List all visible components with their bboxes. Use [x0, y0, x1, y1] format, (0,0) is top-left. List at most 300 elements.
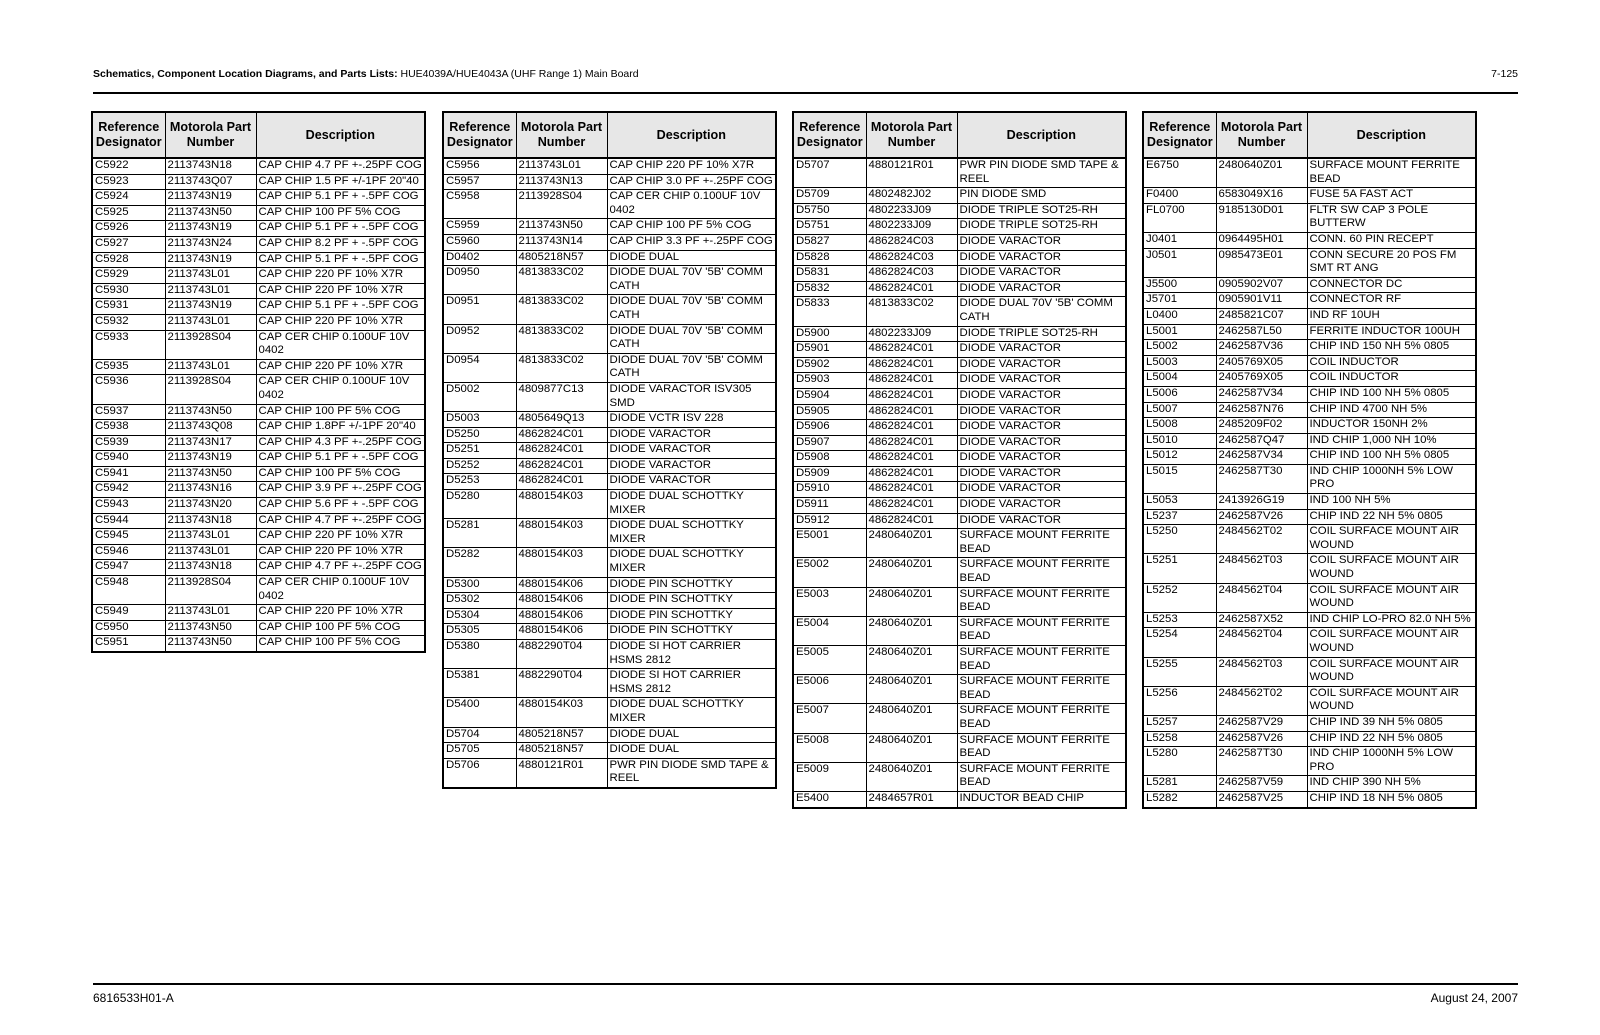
table-row — [92, 268, 425, 284]
table-row — [92, 283, 425, 299]
table-row — [1143, 449, 1476, 465]
reference-designator-cell: J5701 — [1143, 293, 1216, 309]
description-cell: DIODE VARACTOR — [957, 373, 1126, 389]
reference-designator-cell: C5935 — [92, 359, 165, 375]
col-header-part-number: Motorola Part Number — [1216, 112, 1307, 158]
description-cell: IND RF 10UH — [1307, 308, 1476, 324]
description-cell: CAP CHIP 3.0 PF +-.25PF COG — [607, 174, 776, 190]
table-row — [1143, 433, 1476, 449]
part-number-cell: 4880154K03 — [516, 698, 607, 727]
part-number-cell: 4862824C01 — [866, 281, 957, 297]
part-number-cell: 2113743N50 — [165, 404, 256, 420]
part-number-cell: 4862824C01 — [866, 435, 957, 451]
table-row — [92, 513, 425, 529]
table-header-row — [793, 112, 1126, 158]
part-number-cell: 2484562T02 — [1216, 686, 1307, 715]
reference-designator-cell: D0950 — [443, 266, 516, 295]
col-header-part-number: Motorola Part Number — [165, 112, 256, 158]
table-row — [1143, 494, 1476, 510]
part-number-cell: 2113743N14 — [516, 234, 607, 250]
part-number-cell: 2462587N76 — [1216, 402, 1307, 418]
table-row — [793, 513, 1126, 529]
table-row — [443, 743, 776, 759]
reference-designator-cell: D5253 — [443, 474, 516, 490]
reference-designator-cell: D5300 — [443, 577, 516, 593]
part-number-cell: 4880154K06 — [516, 624, 607, 640]
description-cell: COIL INDUCTOR — [1307, 355, 1476, 371]
table-row — [793, 616, 1126, 645]
reference-designator-cell: D5832 — [793, 281, 866, 297]
part-number-cell: 2113743N50 — [516, 219, 607, 235]
table-row — [443, 474, 776, 490]
table-row — [92, 158, 425, 174]
table-row — [92, 252, 425, 268]
table-row — [92, 498, 425, 514]
table-row — [92, 330, 425, 359]
reference-designator-cell: C5957 — [443, 174, 516, 190]
part-number-cell: 2113928S04 — [165, 375, 256, 404]
description-cell: CAP CHIP 220 PF 10% X7R — [256, 544, 425, 560]
description-cell: FUSE 5A FAST ACT — [1307, 188, 1476, 204]
part-number-cell: 4809877C13 — [516, 382, 607, 411]
reference-designator-cell: D0952 — [443, 324, 516, 353]
part-number-cell: 2480640Z01 — [866, 558, 957, 587]
part-number-cell: 4862824C01 — [516, 474, 607, 490]
part-number-cell: 2113743N18 — [165, 158, 256, 174]
reference-designator-cell: C5960 — [443, 234, 516, 250]
part-number-cell: 2113743L01 — [165, 283, 256, 299]
description-cell: CAP CHIP 4.7 PF +-.25PF COG — [256, 158, 425, 174]
description-cell: SURFACE MOUNT FERRITE BEAD — [1307, 158, 1476, 188]
table-row — [443, 490, 776, 519]
reference-designator-cell: L5250 — [1143, 525, 1216, 554]
part-number-cell: 2413926G19 — [1216, 494, 1307, 510]
part-number-cell: 4862824C01 — [866, 404, 957, 420]
description-cell: CHIP IND 18 NH 5% 0805 — [1307, 791, 1476, 807]
description-cell: CAP CHIP 100 PF 5% COG — [256, 205, 425, 221]
col-header-reference-designator: Reference Designator — [443, 112, 516, 158]
part-number-cell: 2113743L01 — [165, 359, 256, 375]
description-cell: CAP CHIP 100 PF 5% COG — [607, 219, 776, 235]
reference-designator-cell: C5939 — [92, 435, 165, 451]
page-header — [93, 68, 1518, 80]
reference-designator-cell: D5901 — [793, 342, 866, 358]
reference-designator-cell: C5932 — [92, 314, 165, 330]
part-number-cell: 2113743N20 — [165, 498, 256, 514]
description-cell: CAP CER CHIP 0.100UF 10V 0402 — [256, 330, 425, 359]
reference-designator-cell: D5900 — [793, 326, 866, 342]
description-cell: CAP CHIP 4.3 PF +-.25PF COG — [256, 435, 425, 451]
part-number-cell: 4805218N57 — [516, 727, 607, 743]
description-cell: DIODE VARACTOR — [607, 443, 776, 459]
table-row — [92, 420, 425, 436]
part-number-cell: 4862824C01 — [866, 498, 957, 514]
description-cell: CAP CHIP 220 PF 10% X7R — [256, 314, 425, 330]
part-number-cell: 2113743L01 — [516, 158, 607, 174]
description-cell: IND CHIP LO-PRO 82.0 NH 5% — [1307, 612, 1476, 628]
description-cell: COIL INDUCTOR — [1307, 371, 1476, 387]
reference-designator-cell: L5004 — [1143, 371, 1216, 387]
col-header-description: Description — [256, 112, 425, 158]
reference-designator-cell: D5911 — [793, 498, 866, 514]
description-cell: COIL SURFACE MOUNT AIR WOUND — [1307, 554, 1476, 583]
table-row — [443, 640, 776, 669]
description-cell: COIL SURFACE MOUNT AIR WOUND — [1307, 525, 1476, 554]
table-row — [1143, 525, 1476, 554]
table-row — [1143, 203, 1476, 232]
part-number-cell: 2113743N50 — [165, 620, 256, 636]
table-row — [1143, 686, 1476, 715]
part-number-cell: 2113743N19 — [165, 190, 256, 206]
table-row — [1143, 612, 1476, 628]
reference-designator-cell: J0501 — [1143, 248, 1216, 277]
table-row — [443, 624, 776, 640]
description-cell: DIODE DUAL — [607, 743, 776, 759]
part-number-cell: 2113743N18 — [165, 513, 256, 529]
part-number-cell: 4805218N57 — [516, 250, 607, 266]
reference-designator-cell: E5005 — [793, 646, 866, 675]
reference-designator-cell: C5959 — [443, 219, 516, 235]
table-row — [1143, 628, 1476, 657]
table-row — [1143, 791, 1476, 807]
description-cell: DIODE PIN SCHOTTKY — [607, 624, 776, 640]
table-row — [793, 451, 1126, 467]
part-number-cell: 2113743L01 — [165, 529, 256, 545]
reference-designator-cell: E5004 — [793, 616, 866, 645]
table-row — [1143, 464, 1476, 493]
part-number-cell: 2480640Z01 — [866, 733, 957, 762]
table-row — [443, 669, 776, 698]
part-number-cell: 2480640Z01 — [866, 704, 957, 733]
part-number-cell: 4813833C02 — [516, 324, 607, 353]
reference-designator-cell: L5237 — [1143, 509, 1216, 525]
reference-designator-cell: L5008 — [1143, 418, 1216, 434]
parts-table-4 — [1142, 111, 1477, 809]
part-number-cell: 4862824C01 — [516, 443, 607, 459]
table-row — [443, 219, 776, 235]
table-row — [443, 698, 776, 727]
reference-designator-cell: D5002 — [443, 382, 516, 411]
table-row — [1143, 188, 1476, 204]
table-row — [793, 158, 1126, 188]
table-row — [92, 529, 425, 545]
reference-designator-cell: L5015 — [1143, 464, 1216, 493]
doc-number: 6816533H01-A — [93, 991, 174, 1005]
parts-table-2 — [442, 111, 777, 789]
part-number-cell: 4802233J09 — [866, 219, 957, 235]
reference-designator-cell: D5706 — [443, 758, 516, 788]
part-number-cell: 2462587V26 — [1216, 731, 1307, 747]
part-number-cell: 2113928S04 — [516, 190, 607, 219]
table-row — [1143, 657, 1476, 686]
table-row — [92, 620, 425, 636]
table-row — [92, 375, 425, 404]
description-cell: CAP CHIP 5.1 PF + -.5PF COG — [256, 190, 425, 206]
header-rule — [93, 92, 1518, 94]
reference-designator-cell: C5941 — [92, 466, 165, 482]
table-row — [443, 427, 776, 443]
table-row — [1143, 158, 1476, 188]
part-number-cell: 2462587V29 — [1216, 715, 1307, 731]
reference-designator-cell: D5304 — [443, 608, 516, 624]
description-cell: DIODE DUAL 70V '5B' COMM CATH — [607, 324, 776, 353]
table-row — [1143, 277, 1476, 293]
part-number-cell: 2480640Z01 — [866, 587, 957, 616]
col-header-reference-designator: Reference Designator — [1143, 112, 1216, 158]
reference-designator-cell: D5305 — [443, 624, 516, 640]
description-cell: DIODE PIN SCHOTTKY — [607, 593, 776, 609]
table-row — [793, 250, 1126, 266]
table-row — [1143, 324, 1476, 340]
reference-designator-cell: L5007 — [1143, 402, 1216, 418]
description-cell: CAP CHIP 3.9 PF +-.25PF COG — [256, 482, 425, 498]
table-row — [92, 466, 425, 482]
reference-designator-cell: D0402 — [443, 250, 516, 266]
description-cell: CAP CHIP 1.5 PF +/-1PF 20"40 — [256, 174, 425, 190]
table-row — [1143, 554, 1476, 583]
description-cell: DIODE VARACTOR — [957, 482, 1126, 498]
table-row — [793, 326, 1126, 342]
reference-designator-cell: E6750 — [1143, 158, 1216, 188]
reference-designator-cell: FL0700 — [1143, 203, 1216, 232]
reference-designator-cell: C5926 — [92, 221, 165, 237]
table-row — [92, 236, 425, 252]
table-header-row — [1143, 112, 1476, 158]
table-row — [443, 608, 776, 624]
part-number-cell: 4862824C01 — [866, 373, 957, 389]
table-row — [443, 412, 776, 428]
table-row — [793, 297, 1126, 326]
reference-designator-cell: D5003 — [443, 412, 516, 428]
description-cell: SURFACE MOUNT FERRITE BEAD — [957, 616, 1126, 645]
reference-designator-cell: D5705 — [443, 743, 516, 759]
reference-designator-cell: J5500 — [1143, 277, 1216, 293]
reference-designator-cell: D5833 — [793, 297, 866, 326]
part-number-cell: 4805218N57 — [516, 743, 607, 759]
reference-designator-cell: L5282 — [1143, 791, 1216, 807]
part-number-cell: 4802482J02 — [866, 188, 957, 204]
table-row — [1143, 509, 1476, 525]
part-number-cell: 4862824C01 — [866, 513, 957, 529]
description-cell: CHIP IND 100 NH 5% 0805 — [1307, 449, 1476, 465]
table-row — [92, 205, 425, 221]
part-number-cell: 2462587T30 — [1216, 747, 1307, 776]
description-cell: CAP CHIP 5.6 PF + -.5PF COG — [256, 498, 425, 514]
description-cell: CHIP IND 4700 NH 5% — [1307, 402, 1476, 418]
description-cell: IND CHIP 1,000 NH 10% — [1307, 433, 1476, 449]
description-cell: COIL SURFACE MOUNT AIR WOUND — [1307, 686, 1476, 715]
part-number-cell: 2113743N18 — [165, 560, 256, 576]
part-number-cell: 4880154K03 — [516, 548, 607, 577]
table-row — [443, 758, 776, 788]
description-cell: DIODE VARACTOR — [957, 388, 1126, 404]
reference-designator-cell: L5255 — [1143, 657, 1216, 686]
table-row — [793, 435, 1126, 451]
page-number: 7-125 — [1491, 68, 1518, 80]
description-cell: DIODE DUAL 70V '5B' COMM CATH — [957, 297, 1126, 326]
description-cell: DIODE VARACTOR — [607, 458, 776, 474]
part-number-cell: 4802233J09 — [866, 203, 957, 219]
table-row — [793, 675, 1126, 704]
description-cell: DIODE VARACTOR — [957, 451, 1126, 467]
reference-designator-cell: C5928 — [92, 252, 165, 268]
part-number-cell: 4862824C01 — [866, 388, 957, 404]
description-cell: CAP CHIP 220 PF 10% X7R — [607, 158, 776, 174]
part-number-cell: 2113743N16 — [165, 482, 256, 498]
part-number-cell: 2113743L01 — [165, 605, 256, 621]
description-cell: CAP CER CHIP 0.100UF 10V 0402 — [256, 576, 425, 605]
reference-designator-cell: E5001 — [793, 529, 866, 558]
description-cell: SURFACE MOUNT FERRITE BEAD — [957, 646, 1126, 675]
description-cell: CHIP IND 150 NH 5% 0805 — [1307, 340, 1476, 356]
part-number-cell: 2462587V34 — [1216, 449, 1307, 465]
description-cell: CAP CHIP 220 PF 10% X7R — [256, 605, 425, 621]
part-number-cell: 0905902V07 — [1216, 277, 1307, 293]
part-number-cell: 2113743L01 — [165, 268, 256, 284]
reference-designator-cell: E5400 — [793, 791, 866, 807]
reference-designator-cell: L5006 — [1143, 386, 1216, 402]
part-number-cell: 2113743N19 — [165, 299, 256, 315]
table-row — [793, 466, 1126, 482]
description-cell: CONNECTOR DC — [1307, 277, 1476, 293]
description-cell: CAP CHIP 100 PF 5% COG — [256, 620, 425, 636]
table-row — [92, 435, 425, 451]
description-cell: DIODE VARACTOR — [957, 281, 1126, 297]
part-number-cell: 4862824C01 — [866, 466, 957, 482]
description-cell: FLTR SW CAP 3 POLE BUTTERW — [1307, 203, 1476, 232]
table-row — [1143, 715, 1476, 731]
part-number-cell: 2113743N50 — [165, 466, 256, 482]
table-row — [793, 188, 1126, 204]
table-row — [443, 234, 776, 250]
table-row — [443, 353, 776, 382]
description-cell: PIN DIODE SMD — [957, 188, 1126, 204]
reference-designator-cell: D5831 — [793, 266, 866, 282]
description-cell: CONN. 60 PIN RECEPT — [1307, 232, 1476, 248]
table-row — [92, 314, 425, 330]
reference-designator-cell: D5380 — [443, 640, 516, 669]
reference-designator-cell: L0400 — [1143, 308, 1216, 324]
part-number-cell: 4862824C01 — [866, 342, 957, 358]
footer-date: August 24, 2007 — [1430, 991, 1518, 1005]
part-number-cell: 2113743Q08 — [165, 420, 256, 436]
part-number-cell: 6583049X16 — [1216, 188, 1307, 204]
part-number-cell: 4862824C03 — [866, 234, 957, 250]
reference-designator-cell: C5942 — [92, 482, 165, 498]
part-number-cell: 4862824C03 — [866, 250, 957, 266]
part-number-cell: 9185130D01 — [1216, 203, 1307, 232]
reference-designator-cell: D5905 — [793, 404, 866, 420]
part-number-cell: 2113743N13 — [516, 174, 607, 190]
description-cell: IND CHIP 1000NH 5% LOW PRO — [1307, 464, 1476, 493]
reference-designator-cell: D5280 — [443, 490, 516, 519]
reference-designator-cell: L5252 — [1143, 583, 1216, 612]
description-cell: IND 100 NH 5% — [1307, 494, 1476, 510]
reference-designator-cell: D5281 — [443, 519, 516, 548]
description-cell: INDUCTOR BEAD CHIP — [957, 791, 1126, 807]
part-number-cell: 4880121R01 — [866, 158, 957, 188]
table-row — [92, 299, 425, 315]
reference-designator-cell: D5750 — [793, 203, 866, 219]
table-row — [793, 791, 1126, 807]
reference-designator-cell: D5302 — [443, 593, 516, 609]
description-cell: SURFACE MOUNT FERRITE BEAD — [957, 762, 1126, 791]
part-number-cell: 2113743Q07 — [165, 174, 256, 190]
description-cell: CAP CHIP 220 PF 10% X7R — [256, 268, 425, 284]
part-number-cell: 2113743N50 — [165, 205, 256, 221]
description-cell: DIODE VARACTOR — [957, 420, 1126, 436]
reference-designator-cell: D5282 — [443, 548, 516, 577]
part-number-cell: 2480640Z01 — [866, 675, 957, 704]
part-number-cell: 4813833C02 — [516, 266, 607, 295]
description-cell: CONNECTOR RF — [1307, 293, 1476, 309]
part-number-cell: 2480640Z01 — [866, 616, 957, 645]
reference-designator-cell: C5923 — [92, 174, 165, 190]
table-row — [793, 388, 1126, 404]
reference-designator-cell: E5006 — [793, 675, 866, 704]
reference-designator-cell: C5958 — [443, 190, 516, 219]
part-number-cell: 2480640Z01 — [866, 529, 957, 558]
table-row — [793, 762, 1126, 791]
description-cell: DIODE DUAL 70V '5B' COMM CATH — [607, 295, 776, 324]
reference-designator-cell: L5001 — [1143, 324, 1216, 340]
reference-designator-cell: D5250 — [443, 427, 516, 443]
reference-designator-cell: C5938 — [92, 420, 165, 436]
table-row — [793, 482, 1126, 498]
table-row — [1143, 402, 1476, 418]
col-header-part-number: Motorola Part Number — [516, 112, 607, 158]
part-number-cell: 4862824C01 — [866, 357, 957, 373]
reference-designator-cell: C5922 — [92, 158, 165, 174]
table-row — [92, 359, 425, 375]
table-row — [793, 373, 1126, 389]
part-number-cell: 2480640Z01 — [1216, 158, 1307, 188]
part-number-cell: 2113743N24 — [165, 236, 256, 252]
part-number-cell: 2113743N17 — [165, 435, 256, 451]
reference-designator-cell: L5258 — [1143, 731, 1216, 747]
reference-designator-cell: L5254 — [1143, 628, 1216, 657]
description-cell: CHIP IND 100 NH 5% 0805 — [1307, 386, 1476, 402]
part-number-cell: 2484657R01 — [866, 791, 957, 807]
description-cell: COIL SURFACE MOUNT AIR WOUND — [1307, 657, 1476, 686]
part-number-cell: 2462587V26 — [1216, 509, 1307, 525]
reference-designator-cell: C5948 — [92, 576, 165, 605]
table-row — [1143, 232, 1476, 248]
description-cell: CONN SECURE 20 POS FM SMT RT ANG — [1307, 248, 1476, 277]
table-row — [443, 727, 776, 743]
part-number-cell: 4862824C01 — [866, 482, 957, 498]
reference-designator-cell: L5281 — [1143, 776, 1216, 792]
description-cell: CAP CHIP 5.1 PF + -.5PF COG — [256, 221, 425, 237]
table-row — [793, 558, 1126, 587]
part-number-cell: 4862824C03 — [866, 266, 957, 282]
description-cell: DIODE DUAL SCHOTTKY MIXER — [607, 548, 776, 577]
description-cell: CAP CHIP 220 PF 10% X7R — [256, 283, 425, 299]
reference-designator-cell: D5704 — [443, 727, 516, 743]
reference-designator-cell: D5709 — [793, 188, 866, 204]
part-number-cell: 2405769X05 — [1216, 355, 1307, 371]
parts-table-1 — [91, 111, 426, 653]
table-row — [92, 636, 425, 652]
table-row — [1143, 747, 1476, 776]
table-row — [793, 529, 1126, 558]
reference-designator-cell: C5956 — [443, 158, 516, 174]
description-cell: CAP CHIP 1.8PF +/-1PF 20"40 — [256, 420, 425, 436]
description-cell: DIODE VARACTOR — [957, 435, 1126, 451]
table-header-row — [443, 112, 776, 158]
table-row — [793, 357, 1126, 373]
reference-designator-cell: D5912 — [793, 513, 866, 529]
